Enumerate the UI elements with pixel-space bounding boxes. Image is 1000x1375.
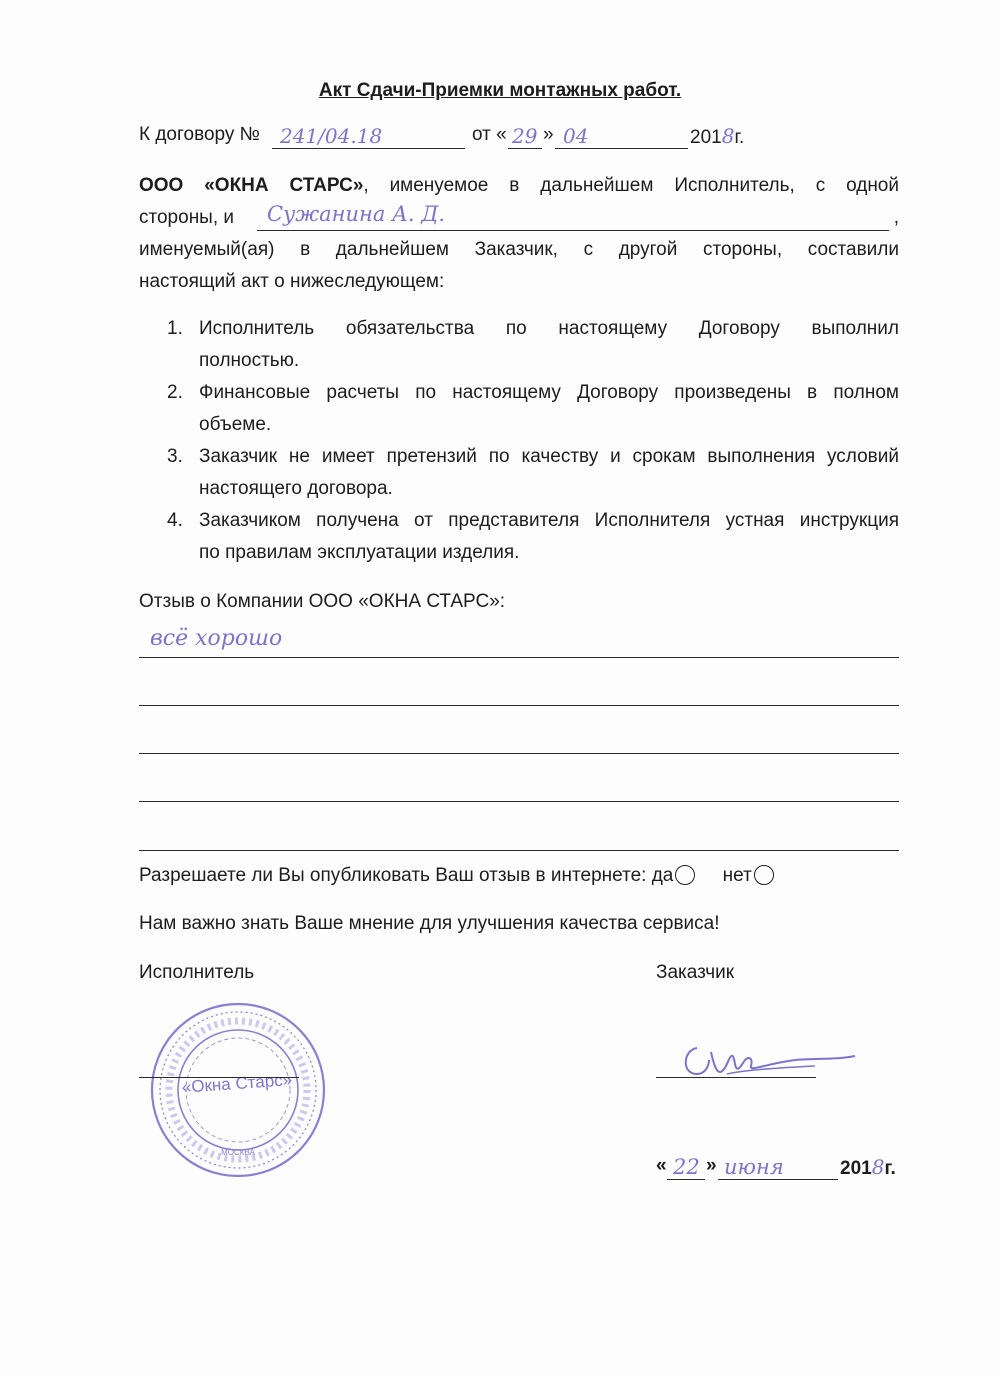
review-line-5 [139, 850, 899, 851]
contract-month-field [555, 124, 688, 149]
customer-label: Заказчик [656, 962, 735, 983]
item-line-2: полностью. [199, 350, 300, 371]
customer-signature [675, 1030, 865, 1090]
item-line-1: Заказчик не имеет претензий по качеству и срокам выполнения условий [199, 446, 899, 467]
publish-no-label: нет [722, 865, 752, 886]
contract-day-handwritten: 29 [512, 124, 538, 148]
item-line-2: по правилам эксплуатации изделия. [199, 542, 520, 563]
list-item [139, 377, 899, 441]
item-number: 4. [167, 510, 183, 531]
stamp-city-text: МОСКВА [221, 1148, 255, 1157]
signature-date-year-prefix: 201 [840, 1158, 872, 1179]
parties-paragraph [139, 170, 899, 298]
contract-month-handwritten: 04 [563, 124, 589, 148]
signature-date-day-handwritten: 22 [673, 1155, 700, 1179]
parties-line-4: настоящий акт о нижеследующем: [139, 271, 445, 292]
parties-line-2 [139, 202, 899, 234]
item-line-1: Исполнитель обязательства по настоящему Договору выполнил [199, 318, 899, 339]
contract-quote-close: » [543, 124, 554, 145]
parties-line-1 [139, 170, 899, 202]
signature-date-year [840, 1155, 896, 1180]
customer-name-field [257, 202, 889, 231]
contract-day-field [508, 124, 542, 149]
review-handwritten: всё хорошо [150, 626, 283, 651]
review-line-4 [139, 801, 899, 802]
item-line-1: Финансовые расчеты по настоящему Договору произведены в полном [199, 382, 899, 403]
list-item [139, 441, 899, 505]
item-number: 2. [167, 382, 183, 403]
terms-list [139, 313, 899, 569]
executor-label: Исполнитель [139, 962, 255, 983]
review-line-3 [139, 753, 899, 754]
list-item [139, 313, 899, 377]
publish-no-radio[interactable] [754, 865, 774, 885]
contract-number-handwritten: 241/04.18 [280, 124, 383, 148]
signature-date-year-handwritten: 8 [871, 1155, 885, 1179]
document-title: Акт Сдачи-Приемки монтажных работ. [318, 80, 682, 101]
signature-date-day-field [667, 1155, 705, 1180]
parties-line-3: именуемый(ая) в дальнейшем Заказчик, с другой стороны, составили [139, 239, 899, 260]
contract-from-label: от « [472, 124, 507, 145]
parties-line-2-suffix: , [893, 207, 899, 228]
item-number: 1. [167, 318, 183, 339]
signature-date-month-field [718, 1155, 838, 1180]
signature-date-close: » [706, 1155, 717, 1176]
list-item [139, 505, 899, 569]
publish-question: Разрешаете ли Вы опубликовать Ваш отзыв в интернете: [139, 865, 647, 886]
parties-line-2-prefix: стороны, и [139, 207, 235, 228]
publish-yes-radio[interactable] [675, 865, 695, 885]
parties-line-1-rest: , именуемое в дальнейшем Исполнитель, с одной [363, 175, 899, 196]
contract-year-handwritten: 8 [721, 124, 735, 148]
signature-date-open: « [656, 1155, 667, 1176]
contract-prefix: К договору № [139, 124, 261, 145]
item-line-1: Заказчиком получена от представителя Исполнителя устная инструкция [199, 510, 899, 531]
contract-year-prefix: 201 [690, 127, 722, 148]
publish-yes-label: да [651, 865, 674, 886]
executor-signature-line [139, 1077, 299, 1078]
item-line-2: объеме. [199, 414, 272, 435]
item-number: 3. [167, 446, 183, 467]
signature-date-year-suffix: г. [884, 1158, 896, 1179]
contract-year-suffix: г. [734, 127, 745, 148]
customer-name-handwritten: Сужанина А. Д. [267, 202, 446, 226]
review-line-2 [139, 705, 899, 706]
company-stamp [148, 1000, 328, 1180]
item-line-2: настоящего договора. [199, 478, 393, 499]
company-name: ООО «ОКНА СТАРС» [139, 175, 364, 196]
review-label: Отзыв о Компании ООО «ОКНА СТАРС»: [139, 591, 506, 612]
publish-question-row [139, 865, 774, 887]
review-line-1 [139, 657, 899, 658]
contract-year [690, 124, 744, 149]
stamp-center-text: «Окна Старс» [181, 1070, 293, 1097]
signature-date-month-handwritten: июня [724, 1155, 784, 1179]
contract-number-field [272, 124, 465, 149]
closing-text: Нам важно знать Ваше мнение для улучшения качества сервиса! [139, 913, 720, 934]
